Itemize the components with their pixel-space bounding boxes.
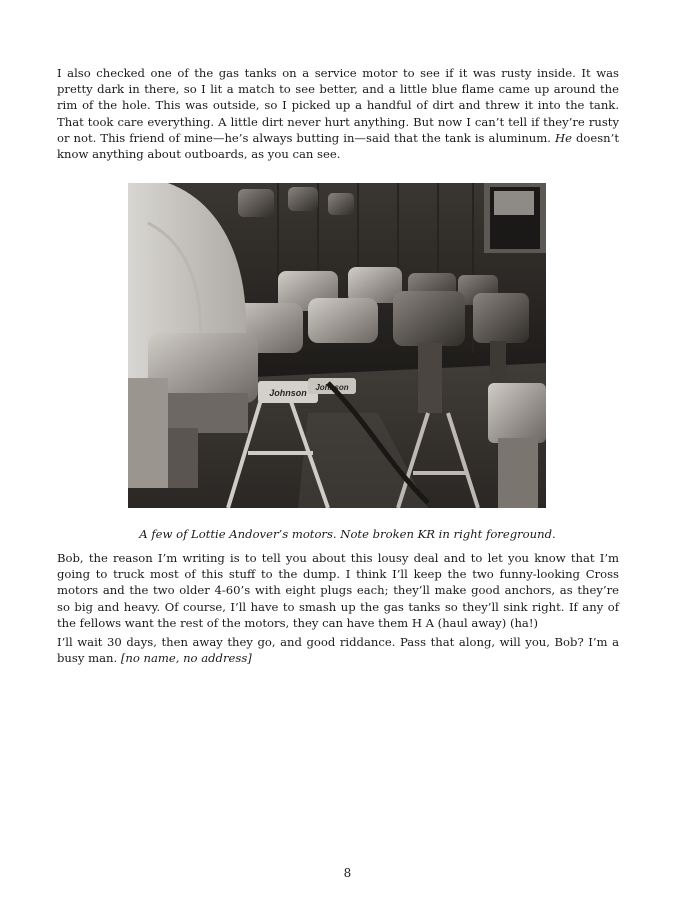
outboard-motors-photo-graphic xyxy=(128,183,546,508)
paragraph-dump-plan: Bob, the reason I’m writing is to tell you about this lousy deal and to let you know that I’m going to truck most of this stuff to the dump. I think I’ll keep the two funny-looking Cross motors and the two older 4-60’s with eight plugs each; they’ll make good anchors, as they’re so big and heavy. Of course, I’ll have to smash up the gas tanks so they’ll sink right. If any of the fellows want the rest of the motors, they can have them H A (haul away) (ha!) xyxy=(57,551,619,630)
outboard-motors-photo xyxy=(128,183,546,508)
paragraph-gas-tank xyxy=(57,65,619,162)
paragraph-closing xyxy=(57,634,619,666)
johnson-label-2: Johnson xyxy=(315,383,349,392)
paragraph-gas-tank-emphasis: He xyxy=(554,130,572,145)
photo-caption: A few of Lottie Andover’s motors. Note broken KR in right foreground. xyxy=(139,527,556,541)
johnson-label-1: Johnson xyxy=(269,388,307,398)
signature-note: [no name, no address] xyxy=(120,651,252,666)
page-number: 8 xyxy=(343,866,352,880)
paragraph-closing-text: I’ll wait 30 days, then away they go, and good riddance. Pass that along, will you, Bob? I’m a busy man. xyxy=(57,635,619,666)
paragraph-gas-tank-text: I also checked one of the gas tanks on a service motor to see if it was rusty inside. It was pretty dark in there, so I lit a match to see better, and a little blue flame came up around the rim of the hole. This was outside, so I picked up a handful of dirt and threw it into the tank. That took care everything. A little dirt never hurt anything. But now I can’t tell if they’re rusty or not. This friend of mine—he’s always butting in—said that the tank is aluminum. xyxy=(57,66,619,145)
paragraph-gas-tank-end: doesn’t know anything about outboards, as you can see. xyxy=(57,130,619,162)
